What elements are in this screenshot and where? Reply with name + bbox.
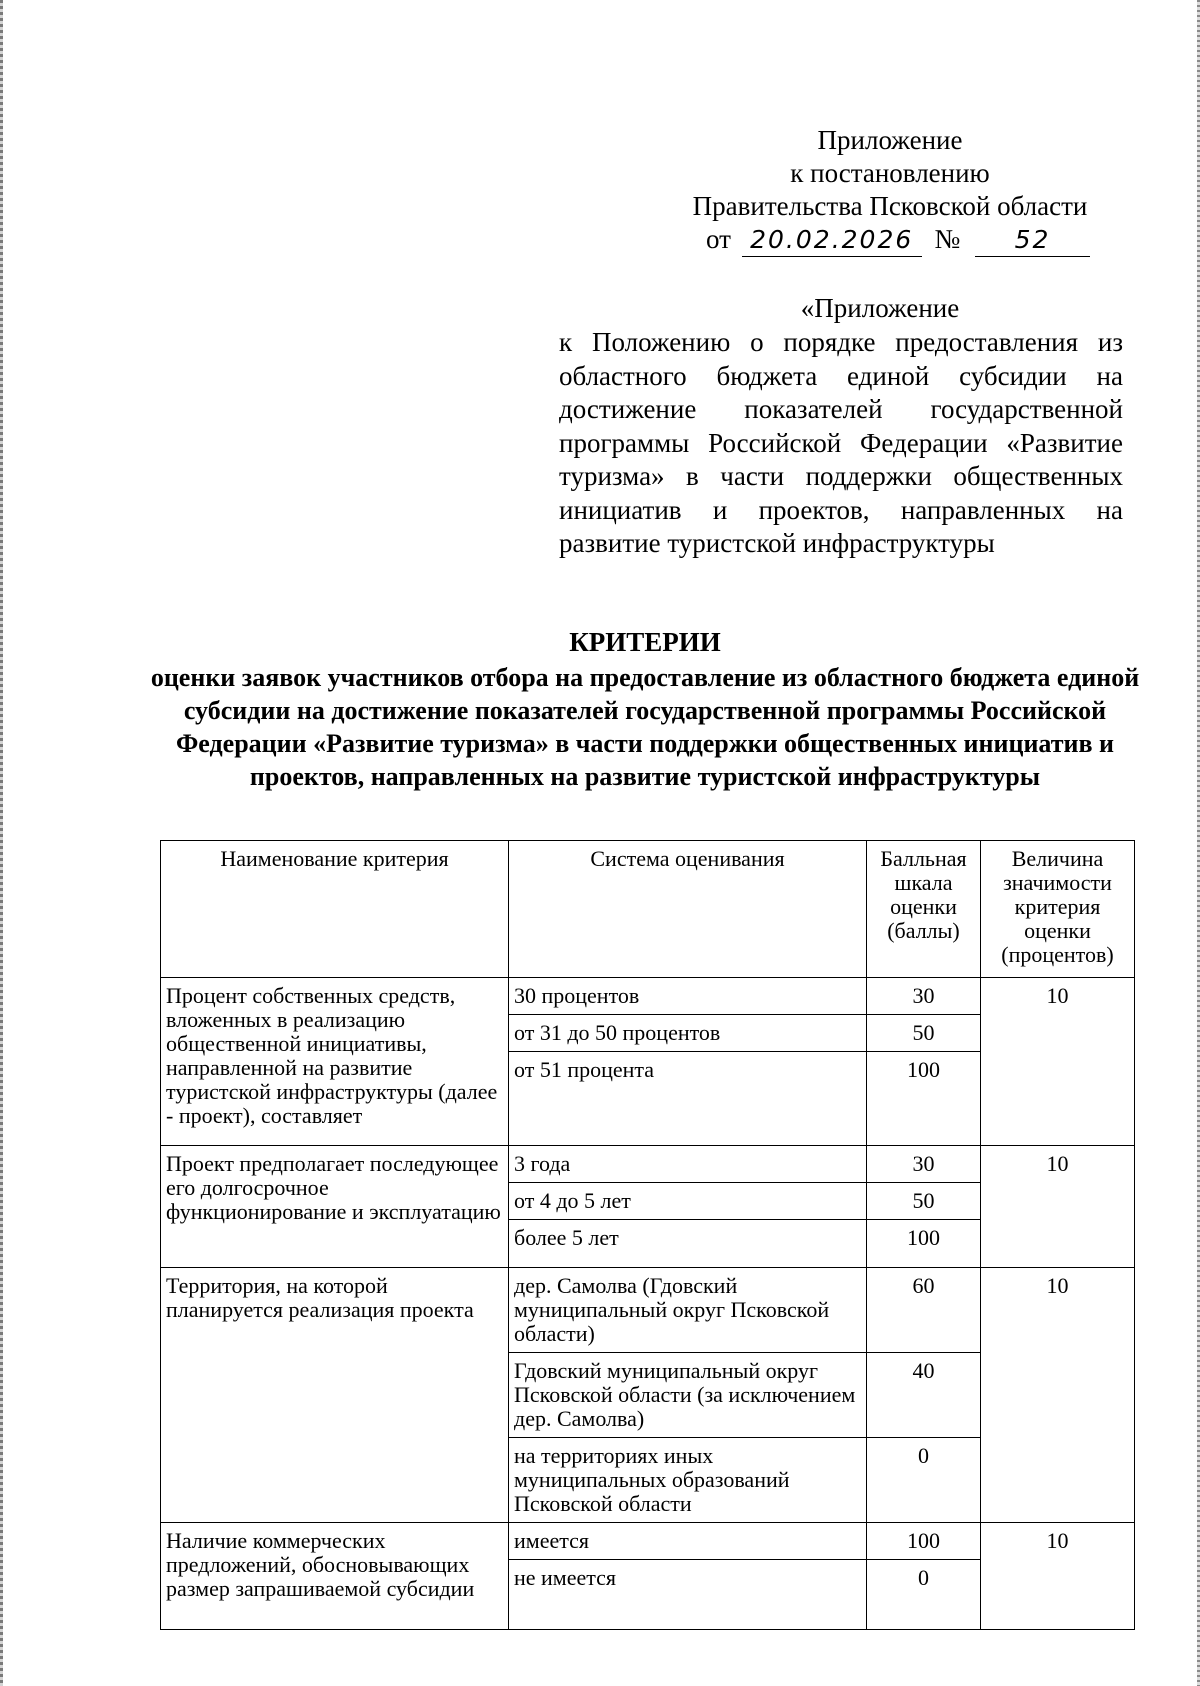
criterion-name: Проект предполагает последующее его долгосрочное функционирование и эксплуатацию xyxy=(161,1146,509,1268)
evaluation-option: от 31 до 50 процентов xyxy=(509,1015,867,1052)
table-row xyxy=(161,1268,1135,1353)
score-value: 30 xyxy=(867,1146,981,1183)
evaluation-option: на территориях иных муниципальных образований Псковской области xyxy=(509,1438,867,1523)
criterion-name: Процент собственных средств, вложенных в реализацию общественной инициативы, направленной на развитие туристской инфраструктуры (далее - проект), составляет xyxy=(161,978,509,1146)
weight-value: 10 xyxy=(981,1523,1135,1630)
score-value: 0 xyxy=(867,1438,981,1523)
evaluation-option: не имеется xyxy=(509,1560,867,1630)
regulation-appendix-title: «Приложение xyxy=(800,293,960,323)
evaluation-option: Гдовский муниципальный округ Псковской области (за исключением дер. Самолва) xyxy=(509,1353,867,1438)
table-row xyxy=(161,978,1135,1015)
table-row xyxy=(161,1146,1135,1183)
criteria-table xyxy=(160,840,1135,1630)
criterion-name: Наличие коммерческих предложений, обосновывающих размер запрашиваемой субсидии xyxy=(161,1523,509,1630)
score-value: 50 xyxy=(867,1015,981,1052)
table-header-row xyxy=(161,841,1135,978)
weight-value: 10 xyxy=(981,978,1135,1146)
table-row xyxy=(161,1523,1135,1560)
appendix-line-3: Правительства Псковской области xyxy=(692,191,1088,221)
evaluation-option: более 5 лет xyxy=(509,1220,867,1268)
header-evaluation-system: Система оценивания xyxy=(509,841,867,978)
criteria-title: КРИТЕРИИ xyxy=(569,627,721,657)
header-criterion-name: Наименование критерия xyxy=(161,841,509,978)
score-value: 40 xyxy=(867,1353,981,1438)
header-score-scale: Балльная шкала оценки (баллы) xyxy=(867,841,981,978)
scan-edge-left xyxy=(0,0,3,1686)
regulation-appendix-text: к Положению о порядке предоставления из областного бюджета единой субсидии на достижение показателей государственной программы Российской Федерации «Развитие туризма» в части поддержки общественных инициатив и проектов, направленных на развитие туристской инфраструктуры xyxy=(559,327,1123,558)
evaluation-option: дер. Самолва (Гдовский муниципальный округ Псковской области) xyxy=(509,1268,867,1353)
evaluation-option: имеется xyxy=(509,1523,867,1560)
score-value: 0 xyxy=(867,1560,981,1630)
number-sign: № xyxy=(934,224,961,254)
weight-value: 10 xyxy=(981,1268,1135,1523)
appendix-line-1: Приложение xyxy=(817,125,963,155)
score-value: 30 xyxy=(867,978,981,1015)
evaluation-option: от 4 до 5 лет xyxy=(509,1183,867,1220)
date-prefix: от xyxy=(706,224,731,254)
handwritten-date: 20.02.2026 xyxy=(742,223,922,257)
evaluation-option: 30 процентов xyxy=(509,978,867,1015)
header-weight: Величина значимости критерия оценки (процентов) xyxy=(981,841,1135,978)
score-value: 50 xyxy=(867,1183,981,1220)
criterion-name: Территория, на которой планируется реализация проекта xyxy=(161,1268,509,1523)
appendix-date-line xyxy=(706,223,1090,257)
evaluation-option: 3 года xyxy=(509,1146,867,1183)
score-value: 100 xyxy=(867,1523,981,1560)
score-value: 60 xyxy=(867,1268,981,1353)
score-value: 100 xyxy=(867,1220,981,1268)
score-value: 100 xyxy=(867,1052,981,1146)
appendix-line-2: к постановлению xyxy=(790,158,990,188)
criteria-subtitle: оценки заявок участников отбора на предоставление из областного бюджета единой субсидии на достижение показателей государственной программы Российской Федерации «Развитие туризма» в части поддержки общественных инициатив и проектов, направленных на развитие туристской инфраструктуры xyxy=(150,663,1140,791)
evaluation-option: от 51 процента xyxy=(509,1052,867,1146)
handwritten-number: 52 xyxy=(975,223,1090,257)
weight-value: 10 xyxy=(981,1146,1135,1268)
